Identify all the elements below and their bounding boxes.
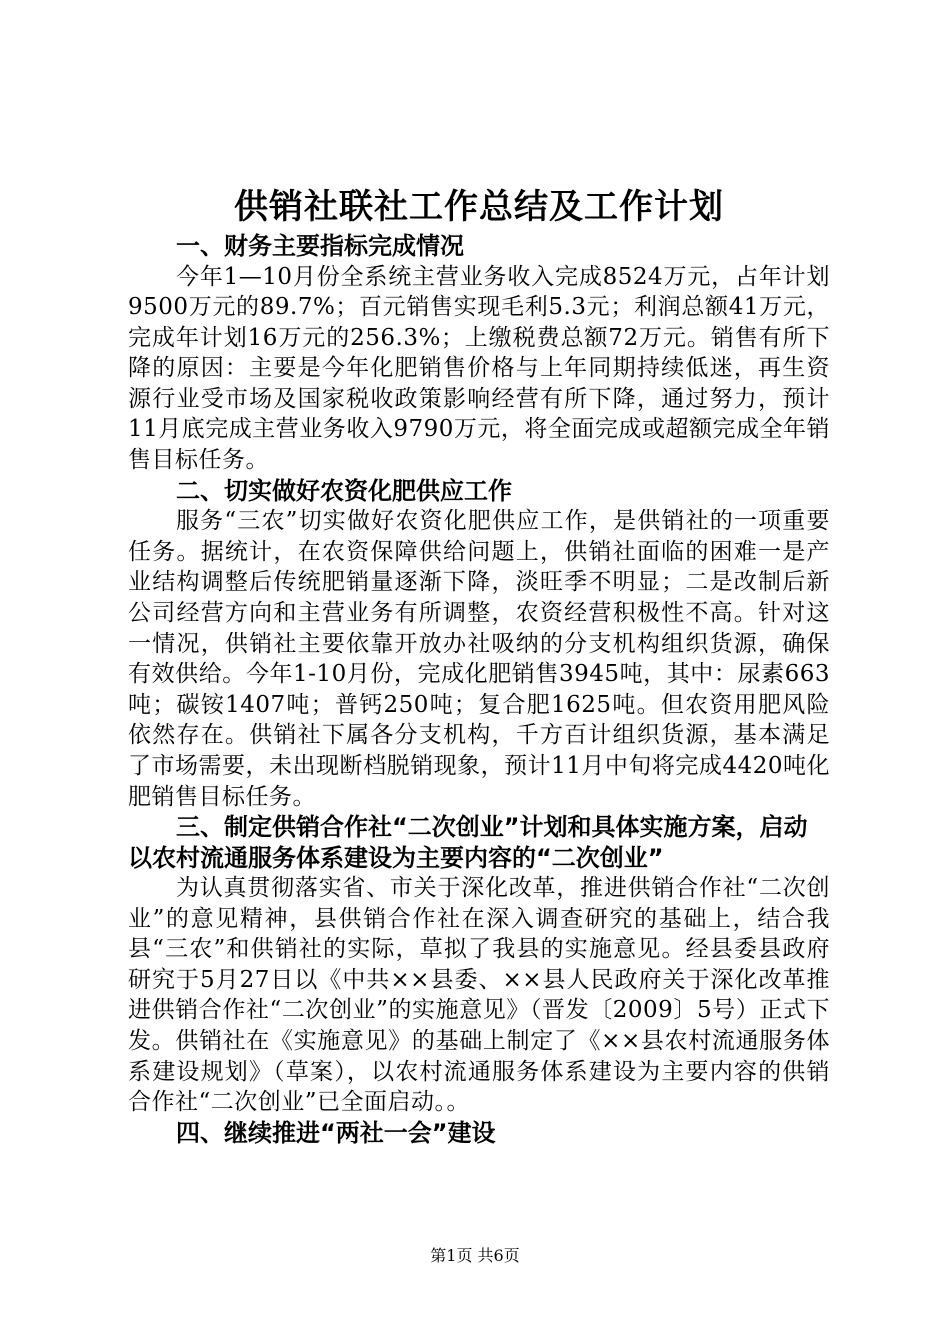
section-heading-2: 二、切实做好农资化肥供应工作 (176, 476, 512, 505)
section-heading-3: 三、制定供销合作社“二次创业”计划和具体实施方案，启动以农村流通服务体系建设为主要内容的“二次创业” (128, 813, 808, 872)
section-paragraph-2: 服务“三农”切实做好农资化肥供应工作，是供销社的一项重要任务。据统计，在农资保障供给问题上，供销社面临的困难一是产业结构调整后传统肥销量逐渐下降，淡旺季不明显；二是改制后新公司经营方向和主营业务有所调整，农资经营积极性不高。针对这一情况，供销社主要依靠开放办社吸纳的分支机构组织货源，确保有效供给。今年1-10月份，完成化肥销售3945吨，其中：尿素663吨；碳铵1407吨；普钙250吨；复合肥1625吨。但农资用肥风险依然存在。供销社下属各分支机构，千方百计组织货源，基本满足了市场需要，未出现断档脱销现象，预计11月中旬将完成4420吨化肥销售目标任务。 (128, 508, 830, 810)
section-heading-4: 四、继续推进“两社一会”建设 (176, 1118, 496, 1147)
section-paragraph-3: 为认真贯彻落实省、市关于深化改革，推进供销合作社“二次创业”的意见精神，县供销合作社在深入调查研究的基础上，结合我县“三农”和供销社的实际，草拟了我县的实施意见。经县委县政府研究于5月27日以《中共××县委、××县人民政府关于深化改革推进供销合作社“二次创业”的实施意见》（晋发〔2009〕5号）正式下发。供销社在《实施意见》的基础上制定了《××县农村流通服务体系建设规划》（草案），以农村流通服务体系建设为主要内容的供销合作社“二次创业”已全面启动。。 (128, 875, 830, 1116)
document-page (128, 183, 830, 1148)
document-title: 供销社联社工作总结及工作计划 (234, 187, 724, 227)
section-heading-1: 一、财务主要指标完成情况 (176, 232, 464, 260)
page-footer: 第1页 共6页 (430, 1246, 520, 1265)
section-paragraph-1: 今年1—10月份全系统主营业务收入完成8524万元，占年计划9500万元的89.7%；百元销售实现毛利5.3元；利润总额41万元，完成年计划16万元的256.3%；上缴税费总额72万元。销售有所下降的原因：主要是今年化肥销售价格与上年同期持续低迷，再生资源行业受市场及国家税收政策影响经营有所下降，通过努力，预计11月底完成主营业务收入9790万元，将全面完成或超额完成全年销售目标任务。 (128, 263, 830, 474)
